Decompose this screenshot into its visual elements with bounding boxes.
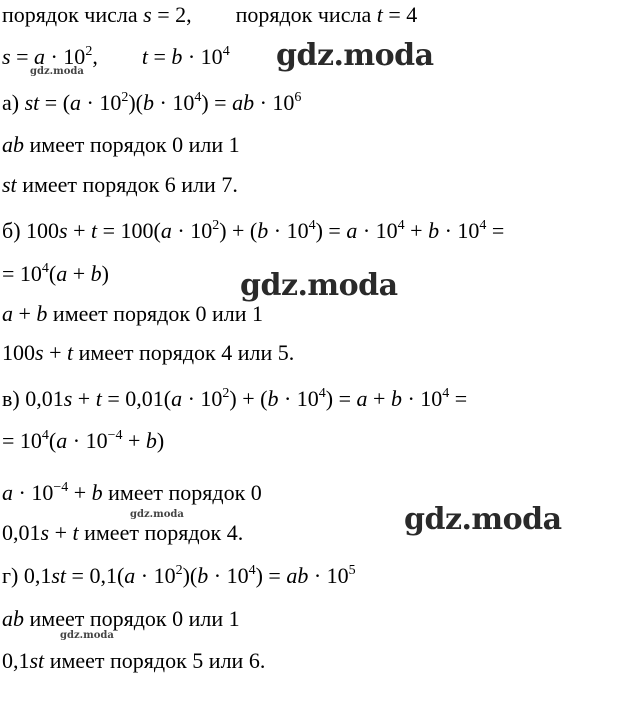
variable: a <box>33 44 45 69</box>
variable: t <box>141 44 148 69</box>
variable: s <box>35 340 44 365</box>
exponent: −4 <box>107 428 123 443</box>
variable: s <box>143 2 152 27</box>
text-run: имеет порядок 5 или 6. <box>44 648 266 673</box>
solution-line-7 <box>2 263 109 285</box>
text-run: имеет порядок 0 или 1 <box>47 301 264 326</box>
variable: b <box>36 301 48 326</box>
exponent: 2 <box>222 386 230 401</box>
exponent: 6 <box>294 90 302 105</box>
text-run: · 10 <box>154 90 195 115</box>
exponent: 4 <box>41 261 49 276</box>
text-run: ) = <box>255 563 287 588</box>
solution-line-16 <box>2 650 265 672</box>
text-run: ) <box>156 428 165 453</box>
text-run: ) = <box>315 218 347 243</box>
exponent: 2 <box>85 44 93 59</box>
text-run: имеет порядок 6 или 7. <box>16 172 238 197</box>
variable: a <box>356 386 368 411</box>
text-run: 100 <box>2 340 35 365</box>
solution-line-5 <box>2 174 238 196</box>
exponent: 2 <box>212 218 220 233</box>
exponent: 5 <box>348 563 356 578</box>
text-run: = <box>449 386 468 411</box>
text-run: имеет порядок 4. <box>78 520 244 545</box>
text-run: · 10 <box>81 90 122 115</box>
text-run: б) 100 <box>2 218 60 243</box>
text-run: · 10 <box>401 386 443 411</box>
variable: t <box>72 520 79 545</box>
text-run: · 10 <box>268 218 309 243</box>
variable: a <box>124 563 136 588</box>
variable: t <box>91 218 98 243</box>
solution-line-3 <box>2 92 301 114</box>
exponent: 4 <box>318 386 326 401</box>
text-run: ( <box>48 428 57 453</box>
variable: ab <box>286 563 309 588</box>
exponent: 4 <box>479 218 487 233</box>
variable: a <box>2 301 13 326</box>
text-run: · 10 <box>13 480 54 505</box>
variable: b <box>91 480 103 505</box>
text-run: = 2, порядок числа <box>151 2 377 27</box>
text-run: · 10 <box>182 386 223 411</box>
text-run: + <box>68 480 92 505</box>
text-run: · 10 <box>308 563 349 588</box>
variable: t <box>376 2 383 27</box>
variable: a <box>2 480 13 505</box>
text-run: = <box>10 44 34 69</box>
variable: b <box>197 563 209 588</box>
text-run: = <box>147 44 172 69</box>
variable: ab <box>232 90 255 115</box>
text-run: а) <box>2 90 25 115</box>
variable: st <box>51 563 67 588</box>
exponent: 4 <box>442 386 450 401</box>
variable: t <box>95 386 102 411</box>
text-run: 0,01 <box>2 520 41 545</box>
text-run: · 10 <box>135 563 176 588</box>
watermark-small: gdz.moda <box>30 66 84 77</box>
exponent: 4 <box>222 44 230 59</box>
text-run: · 10 <box>254 90 295 115</box>
text-run: имеет порядок 4 или 5. <box>73 340 295 365</box>
variable: b <box>390 386 402 411</box>
text-run: ( <box>48 261 57 286</box>
variable: a <box>171 386 183 411</box>
variable: s <box>40 520 50 545</box>
text-run: имеет порядок 0 <box>102 480 262 505</box>
text-run: + <box>43 340 67 365</box>
watermark-small: gdz.moda <box>60 630 114 641</box>
text-run: ) = <box>201 90 233 115</box>
text-run: + <box>122 428 146 453</box>
text-run: = 0,01( <box>101 386 172 411</box>
text-run: + <box>404 218 429 243</box>
exponent: 4 <box>308 218 316 233</box>
text-run: ) <box>101 261 109 286</box>
variable: ab <box>2 132 24 157</box>
exponent: 2 <box>121 90 129 105</box>
text-run: + <box>367 386 391 411</box>
text-run: · 10 <box>67 428 108 453</box>
text-run: + <box>67 218 92 243</box>
text-run: + <box>49 520 73 545</box>
solution-line-15 <box>2 608 240 630</box>
variable: a <box>346 218 358 243</box>
text-run: в) 0,01 <box>2 386 64 411</box>
text-run: г) 0,1 <box>2 563 52 588</box>
text-run: + <box>72 386 96 411</box>
variable: b <box>90 261 102 286</box>
text-run: = ( <box>39 90 71 115</box>
solution-line-2 <box>2 46 230 68</box>
variable: b <box>145 428 157 453</box>
variable: ab <box>2 606 24 631</box>
solution-line-6 <box>2 220 504 242</box>
solution-line-1 <box>2 4 417 26</box>
variable: b <box>267 386 279 411</box>
variable: a <box>70 90 82 115</box>
variable: s <box>2 44 11 69</box>
variable: b <box>428 218 440 243</box>
solution-line-10 <box>2 388 467 410</box>
text-run: )( <box>182 563 198 588</box>
watermark-small: gdz.moda <box>130 509 184 520</box>
variable: b <box>171 44 183 69</box>
exponent: 4 <box>41 428 49 443</box>
variable: a <box>160 218 172 243</box>
text-run: , <box>92 44 142 69</box>
variable: b <box>257 218 269 243</box>
text-run: имеет порядок 0 или 1 <box>24 132 240 157</box>
text-run: ) + ( <box>219 218 258 243</box>
text-run: + <box>67 261 91 286</box>
text-run: + <box>13 301 37 326</box>
text-run: имеет порядок 0 или 1 <box>24 606 240 631</box>
text-run: ) = <box>325 386 357 411</box>
text-run: · 10 <box>357 218 398 243</box>
variable: t <box>66 340 74 365</box>
text-run: · 10 <box>278 386 319 411</box>
text-run: · 10 <box>208 563 249 588</box>
exponent: 2 <box>175 563 183 578</box>
text-run: порядок числа <box>2 2 144 27</box>
text-run: ) + ( <box>229 386 268 411</box>
text-run: = 4 <box>382 2 418 27</box>
variable: s <box>59 218 68 243</box>
text-run: · 10 <box>171 218 213 243</box>
text-run: )( <box>128 90 143 115</box>
solution-line-14 <box>2 565 356 587</box>
text-run: = 0,1( <box>66 563 125 588</box>
text-run: = 100( <box>97 218 161 243</box>
text-run: 0,1 <box>2 648 30 673</box>
watermark-logo: gdz.moda <box>404 502 562 537</box>
variable: b <box>143 90 154 115</box>
variable: st <box>2 172 17 197</box>
variable: a <box>56 261 68 286</box>
variable: a <box>56 428 68 453</box>
solution-line-12 <box>2 482 262 504</box>
variable: s <box>63 386 73 411</box>
text-run: · 10 <box>182 44 223 69</box>
text-run: = 10 <box>2 261 42 286</box>
watermark-logo: gdz.moda <box>240 268 398 303</box>
exponent: −4 <box>53 480 69 495</box>
variable: st <box>29 648 45 673</box>
watermark-logo: gdz.moda <box>276 38 434 73</box>
exponent: 4 <box>194 90 202 105</box>
solution-line-13 <box>2 522 243 544</box>
text-run: · 10 <box>439 218 480 243</box>
text-run: = <box>486 218 505 243</box>
variable: st <box>24 90 40 115</box>
solution-line-9 <box>2 342 294 364</box>
text-run: · 10 <box>44 44 86 69</box>
solution-line-4 <box>2 134 240 156</box>
text-run: = 10 <box>2 428 42 453</box>
solution-line-8 <box>2 303 263 325</box>
solution-line-11 <box>2 430 164 452</box>
exponent: 4 <box>397 218 405 233</box>
exponent: 4 <box>248 563 256 578</box>
